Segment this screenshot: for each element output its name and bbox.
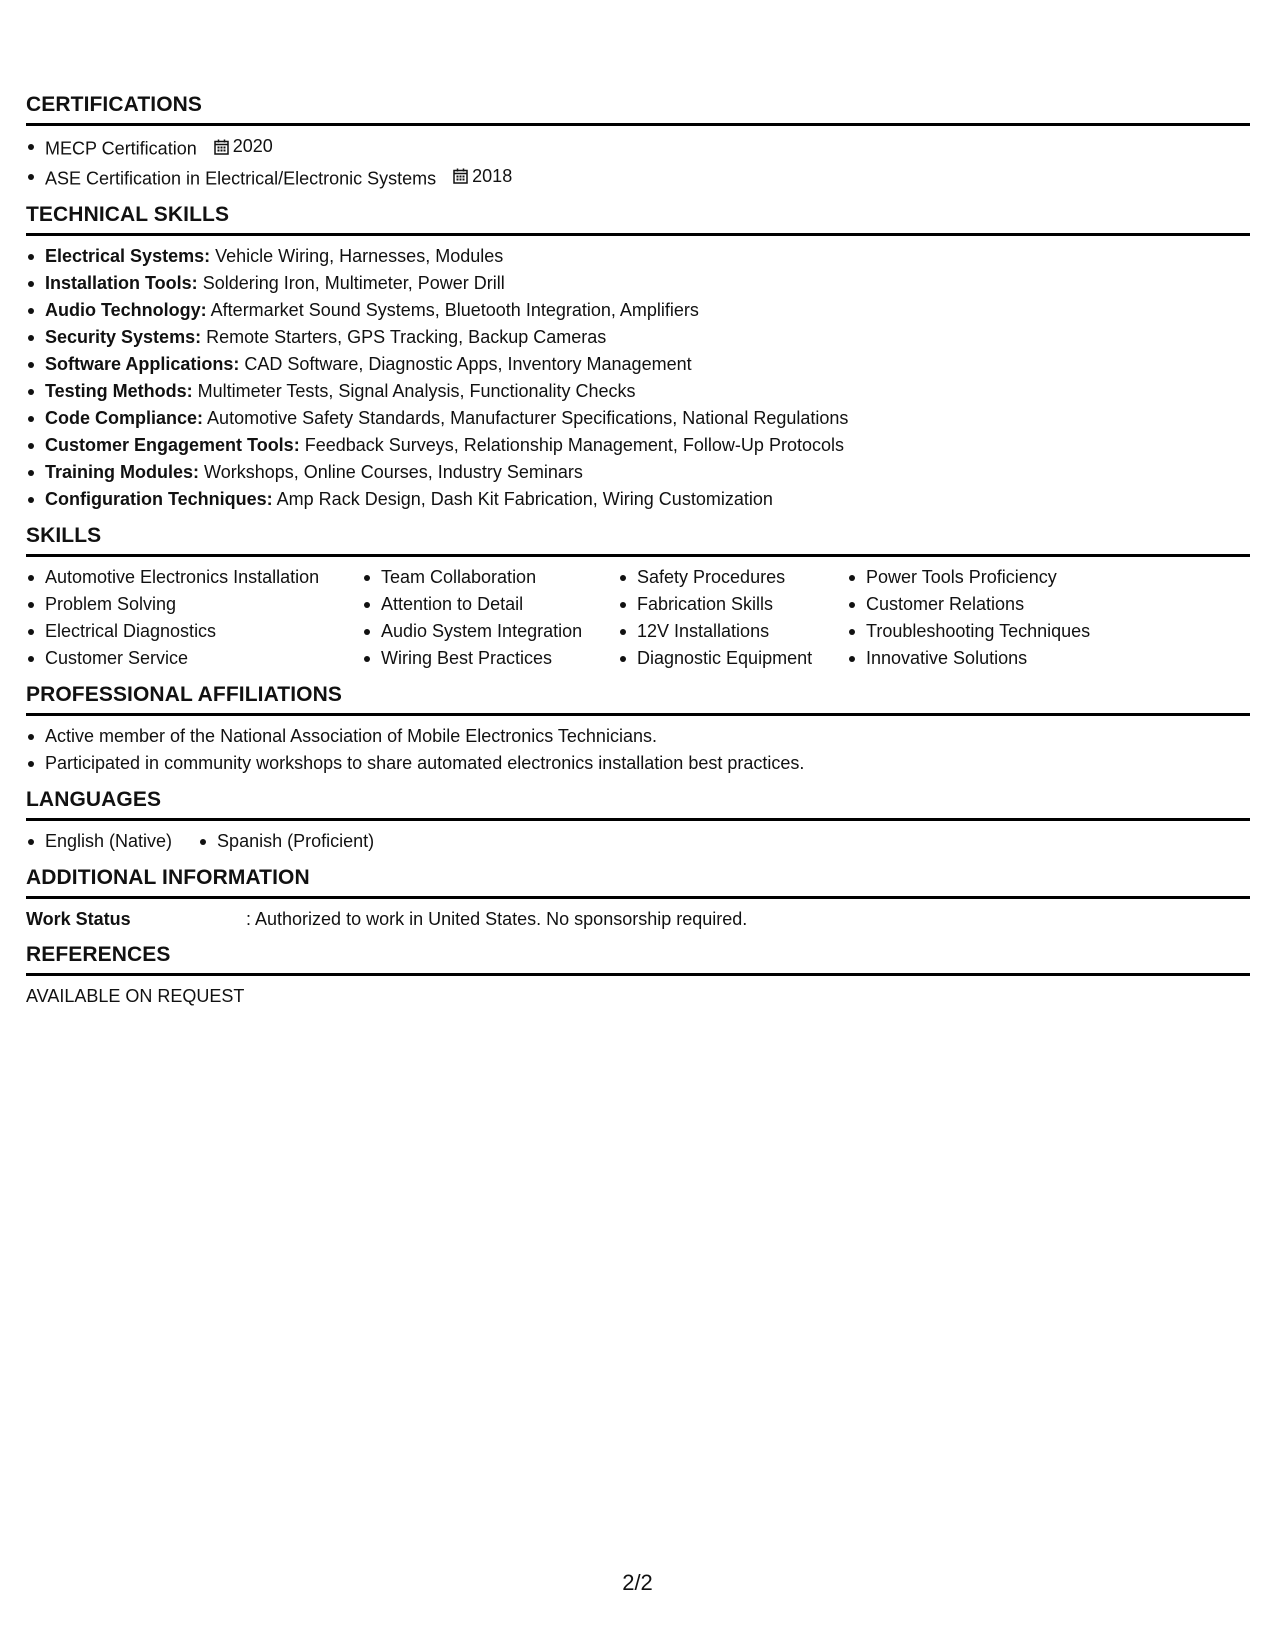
section-title: SKILLS (26, 523, 1250, 557)
references-text: AVAILABLE ON REQUEST (26, 986, 245, 1006)
calendar-icon (214, 139, 229, 155)
work-status-row (26, 906, 1250, 932)
list-item: Wiring Best Practices (362, 645, 618, 672)
list-item: Innovative Solutions (847, 645, 1147, 672)
skill-label: Security Systems: (45, 327, 202, 347)
skill-value: Vehicle Wiring, Harnesses, Modules (215, 246, 504, 266)
page-number: 2/2 (622, 1570, 653, 1595)
certifications-list (26, 133, 1250, 192)
affiliations-section (26, 682, 1250, 777)
list-item: Power Tools Proficiency (847, 564, 1147, 591)
skill-label: Testing Methods: (45, 381, 193, 401)
list-item (26, 351, 1250, 378)
calendar-icon (453, 168, 468, 184)
technical-skills-section (26, 202, 1250, 513)
skills-grid (26, 564, 1250, 672)
skill-value: CAD Software, Diagnostic Apps, Inventory Management (244, 354, 692, 374)
skill-label: Training Modules: (45, 462, 200, 482)
list-item: 12V Installations (618, 618, 847, 645)
skill-value: Amp Rack Design, Dash Kit Fabrication, Wiring Customization (276, 489, 773, 509)
languages-section (26, 787, 1250, 855)
certification-year: 2020 (232, 136, 273, 156)
section-title: PROFESSIONAL AFFILIATIONS (26, 682, 1250, 716)
list-item: Active member of the National Association of Mobile Electronics Technicians. (26, 723, 1250, 750)
list-item: Customer Relations (847, 591, 1147, 618)
list-item: Electrical Diagnostics (26, 618, 362, 645)
skill-value: Feedback Surveys, Relationship Management, Follow-Up Protocols (304, 435, 844, 455)
list-item (26, 486, 1250, 513)
work-status-value: : Authorized to work in United States. No sponsorship required. (246, 909, 748, 929)
list-item: Safety Procedures (618, 564, 847, 591)
certification-date (453, 163, 512, 190)
list-item: Customer Service (26, 645, 362, 672)
skills-section (26, 523, 1250, 672)
list-item: Participated in community workshops to share automated electronics installation best practices. (26, 750, 1250, 777)
additional-info-section (26, 865, 1250, 932)
skill-value: Aftermarket Sound Systems, Bluetooth Integration, Amplifiers (210, 300, 699, 320)
work-status-label: Work Status (26, 909, 131, 929)
affiliations-list (26, 723, 1250, 777)
skill-label: Software Applications: (45, 354, 240, 374)
certification-date (214, 133, 273, 160)
skill-label: Installation Tools: (45, 273, 198, 293)
list-item: Troubleshooting Techniques (847, 618, 1147, 645)
skills-column (26, 564, 362, 672)
languages-list (26, 828, 1250, 855)
technical-skills-list (26, 243, 1250, 513)
certification-name: MECP Certification (45, 138, 197, 159)
section-title: CERTIFICATIONS (26, 92, 1250, 126)
references-section (26, 942, 1250, 1009)
certifications-section (26, 92, 1250, 192)
skills-column (847, 564, 1147, 672)
list-item: English (Native) (26, 828, 172, 855)
list-item (26, 405, 1250, 432)
list-item (26, 324, 1250, 351)
list-item (26, 243, 1250, 270)
skill-label: Code Compliance: (45, 408, 204, 428)
skill-label: Audio Technology: (45, 300, 207, 320)
certification-name: ASE Certification in Electrical/Electronic Systems (45, 168, 437, 188)
list-item: Team Collaboration (362, 564, 618, 591)
skill-value: Soldering Iron, Multimeter, Power Drill (202, 273, 505, 293)
resume-page (26, 92, 1250, 1019)
certification-year: 2018 (472, 165, 513, 186)
list-item: Fabrication Skills (618, 591, 847, 618)
skill-label: Customer Engagement Tools: (45, 435, 300, 455)
section-title: TECHNICAL SKILLS (26, 202, 1250, 236)
section-title: REFERENCES (26, 942, 1250, 976)
list-item: Diagnostic Equipment (618, 645, 847, 672)
skill-value: Remote Starters, GPS Tracking, Backup Cameras (206, 327, 607, 347)
skill-label: Configuration Techniques: (45, 489, 273, 509)
skills-column (362, 564, 618, 672)
skill-label: Electrical Systems: (45, 246, 211, 266)
list-item (26, 163, 1250, 193)
list-item (26, 432, 1250, 459)
section-title: LANGUAGES (26, 787, 1250, 821)
list-item (26, 297, 1250, 324)
list-item: Spanish (Proficient) (198, 828, 374, 855)
skill-value: Automotive Safety Standards, Manufacturer Specifications, National Regulations (207, 408, 849, 428)
list-item (26, 459, 1250, 486)
list-item: Problem Solving (26, 591, 362, 618)
list-item (26, 378, 1250, 405)
list-item: Automotive Electronics Installation (26, 564, 362, 591)
skill-value: Multimeter Tests, Signal Analysis, Functionality Checks (197, 381, 636, 401)
list-item: Attention to Detail (362, 591, 618, 618)
list-item: Audio System Integration (362, 618, 618, 645)
list-item (26, 270, 1250, 297)
section-title: ADDITIONAL INFORMATION (26, 865, 1250, 899)
skill-value: Workshops, Online Courses, Industry Seminars (204, 462, 583, 482)
list-item (26, 133, 1250, 163)
skills-column (618, 564, 847, 672)
